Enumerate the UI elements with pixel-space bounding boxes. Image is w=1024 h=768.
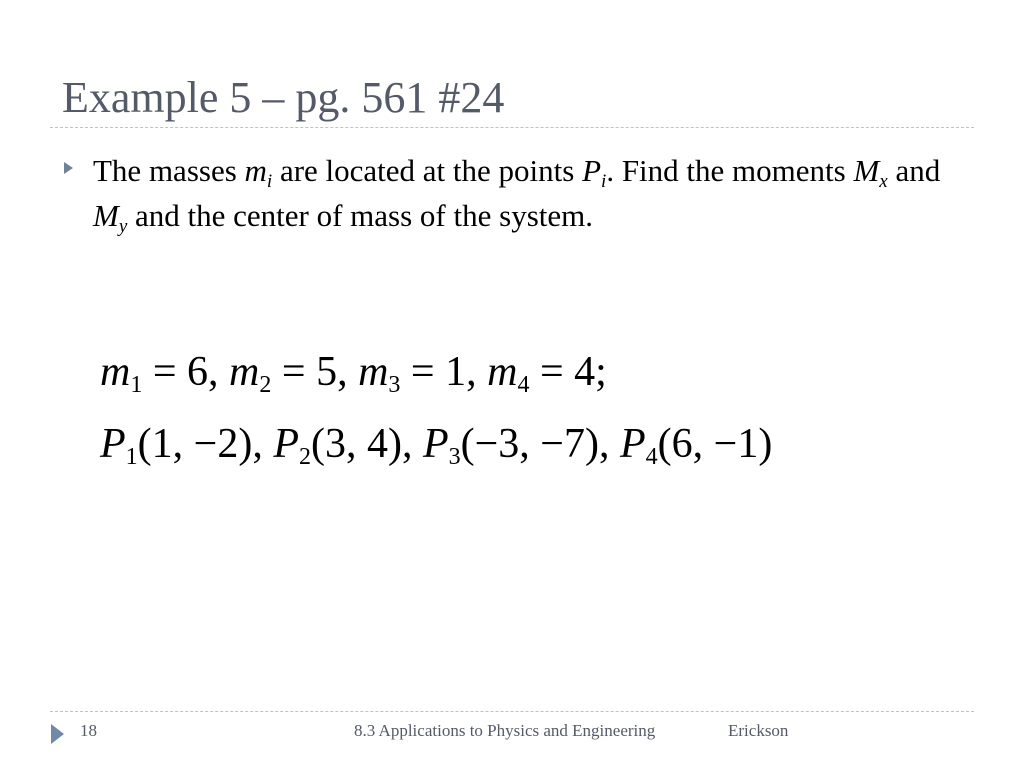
separator: , [598, 421, 620, 467]
mass-3-symbol: m [358, 349, 389, 395]
point-subscript: i [601, 171, 607, 192]
bullet-text-part: and [887, 153, 941, 188]
footer-divider [50, 711, 974, 712]
point-symbol: P [582, 153, 602, 188]
point-4-symbol: P [619, 421, 646, 467]
point-1-coords: (1, −2) [137, 421, 253, 467]
separator: , [337, 349, 359, 395]
mass-4-value: 4 [574, 349, 596, 395]
mass-1-value: 6 [187, 349, 209, 395]
equals-sign: = [142, 349, 188, 395]
moment-y-symbol: M [93, 198, 119, 233]
point-3-coords: (−3, −7) [460, 421, 599, 467]
bullet-text-part: . Find the moments [606, 153, 854, 188]
mass-symbol: m [244, 153, 267, 188]
point-2-subscript: 2 [298, 444, 311, 470]
mass-subscript: i [266, 171, 273, 192]
semicolon: ; [595, 349, 607, 395]
bullet-arrow-icon [64, 162, 73, 174]
separator: , [252, 421, 274, 467]
mass-2-symbol: m [229, 349, 260, 395]
masses-equation [100, 346, 607, 398]
point-1-subscript: 1 [125, 444, 138, 470]
equals-sign: = [400, 349, 446, 395]
footer-arrow-icon [51, 724, 64, 744]
bullet-text-part: are located at the points [272, 153, 583, 188]
bullet-text-part: The masses [93, 153, 245, 188]
point-1-symbol: P [100, 421, 126, 467]
moment-x-subscript: x [879, 171, 888, 192]
moment-y-subscript: y [118, 216, 128, 237]
equals-sign: = [271, 349, 317, 395]
separator: , [466, 349, 488, 395]
bullet-text [93, 148, 963, 238]
separator: , [208, 349, 230, 395]
bullet-text-part: and the center of mass of the system. [127, 198, 593, 233]
point-4-coords: (6, −1) [657, 421, 773, 467]
point-3-subscript: 3 [448, 444, 461, 470]
point-4-subscript: 4 [645, 444, 658, 470]
mass-4-symbol: m [487, 349, 518, 395]
separator: , [401, 421, 423, 467]
points-list [100, 418, 772, 470]
footer-author: Erickson [728, 721, 789, 740]
point-2-coords: (3, 4) [310, 421, 402, 467]
mass-2-subscript: 2 [259, 372, 272, 398]
point-3-symbol: P [422, 421, 449, 467]
footer-course-title: 8.3 Applications to Physics and Engineering [354, 721, 656, 740]
moment-x-symbol: M [853, 153, 880, 188]
slide-number: 18 [80, 721, 97, 740]
mass-1-symbol: m [100, 349, 131, 395]
point-2-symbol: P [273, 421, 299, 467]
mass-3-subscript: 3 [388, 372, 401, 398]
slide-title: Example 5 – pg. 561 #24 [62, 73, 505, 122]
mass-1-subscript: 1 [130, 372, 143, 398]
mass-4-subscript: 4 [517, 372, 530, 398]
mass-2-value: 5 [316, 349, 338, 395]
equals-sign: = [529, 349, 575, 395]
title-divider [50, 127, 974, 128]
mass-3-value: 1 [445, 349, 467, 395]
